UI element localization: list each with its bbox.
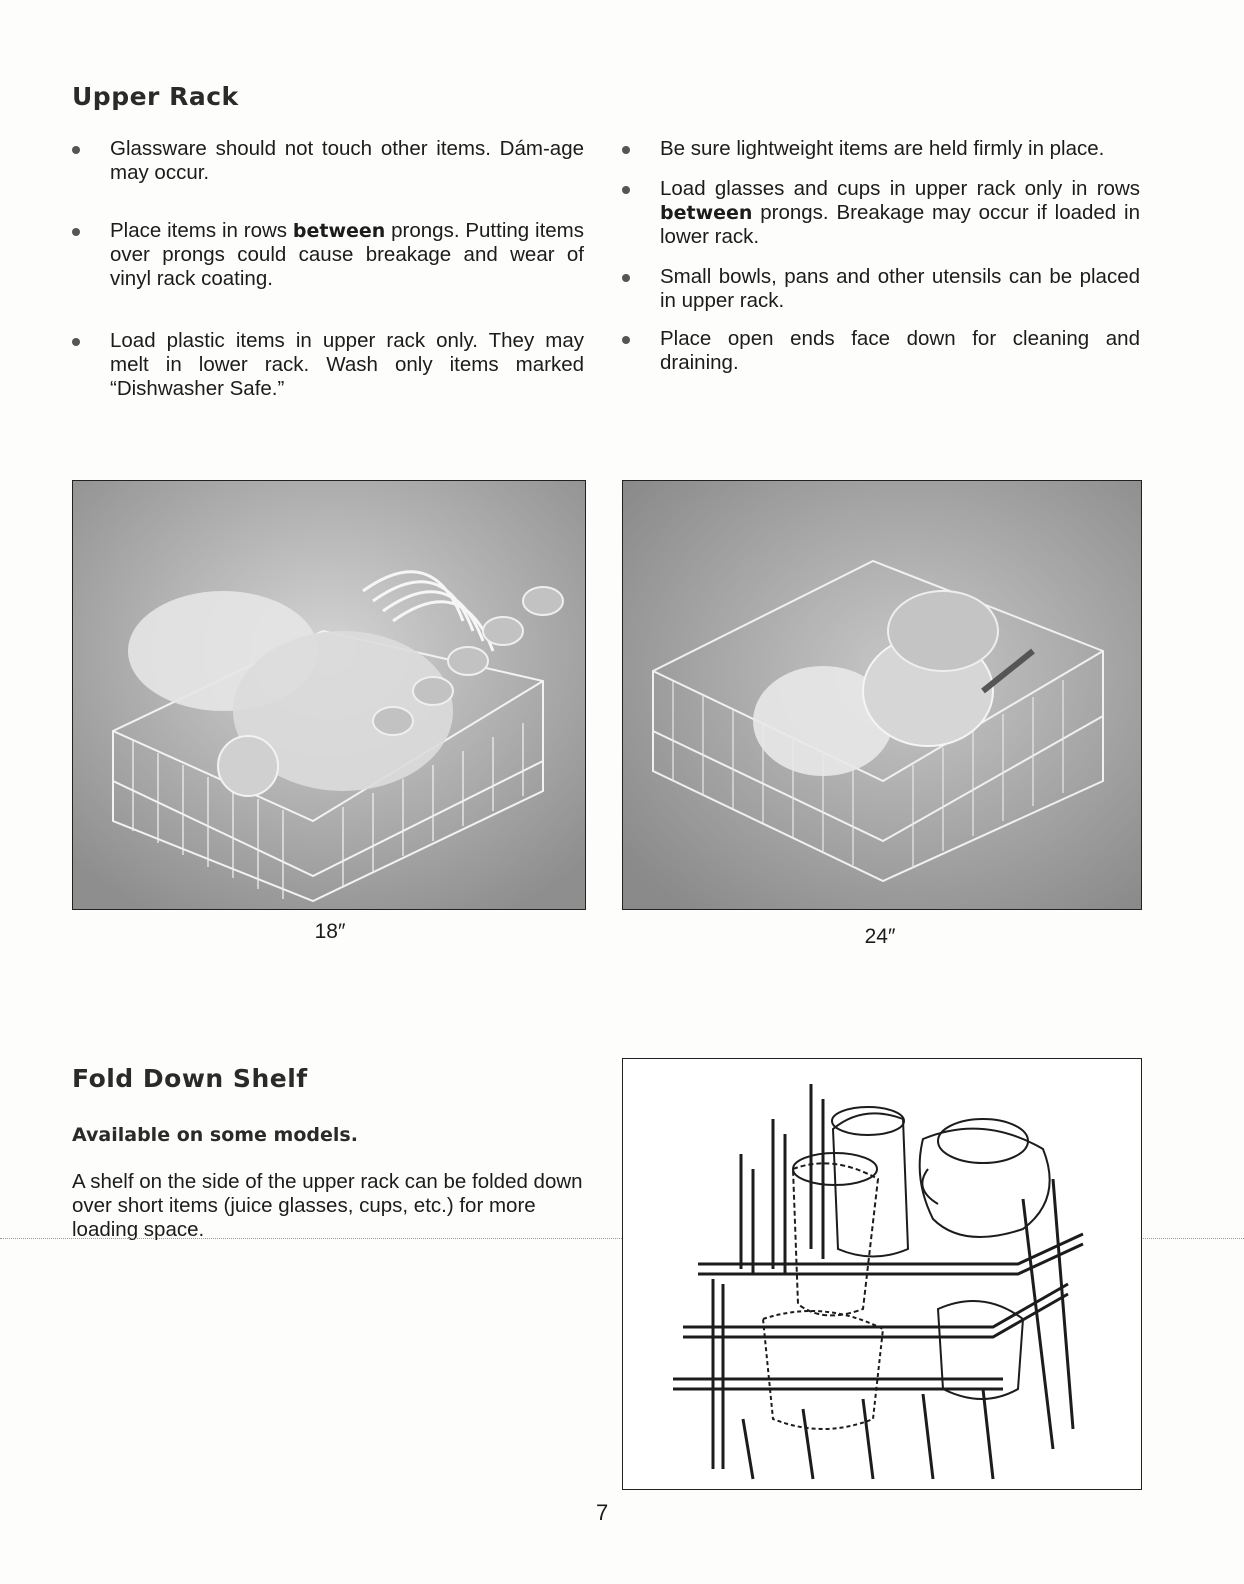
bullet-text: Load glasses and cups in upper rack only in rows between prongs. Breakage may occur if loaded in lower rack. xyxy=(660,177,1140,248)
bullet-dot-icon xyxy=(622,146,630,154)
list-item xyxy=(72,329,584,401)
bullet-text: Glassware should not touch other items. Dám-age may occur. xyxy=(110,137,584,184)
photo-24-inch-rack xyxy=(622,480,1142,910)
list-item xyxy=(622,265,1140,313)
bullet-dot-icon xyxy=(622,336,630,344)
list-item xyxy=(72,219,584,291)
rack-photo-18-image xyxy=(73,481,585,909)
bullet-text: Small bowls, pans and other utensils can be placed in upper rack. xyxy=(660,265,1140,312)
photo-18-inch-rack xyxy=(72,480,586,910)
fold-down-shelf-subtitle: Available on some models. xyxy=(72,1124,358,1146)
upper-rack-heading: Upper Rack xyxy=(72,82,239,111)
upper-rack-right-column xyxy=(622,137,1140,375)
fold-down-shelf-heading: Fold Down Shelf xyxy=(72,1064,308,1093)
list-item xyxy=(622,137,1140,161)
rack-photo-24-image xyxy=(623,481,1141,909)
bullet-text: Be sure lightweight items are held firmly in place. xyxy=(660,137,1105,160)
photo-caption-24: 24″ xyxy=(864,925,896,948)
photo-caption-18: 18″ xyxy=(314,920,346,943)
bullet-dot-icon xyxy=(622,274,630,282)
bullet-dot-icon xyxy=(72,146,80,154)
list-item xyxy=(622,327,1140,375)
bullet-text: Load plastic items in upper rack only. They may melt in lower rack. Wash only items marked “Dishwasher Safe.” xyxy=(110,329,584,400)
list-item xyxy=(72,137,584,185)
shelf-line-drawing xyxy=(623,1059,1141,1489)
page-number: 7 xyxy=(596,1500,609,1525)
fold-down-shelf-drawing xyxy=(622,1058,1142,1490)
fold-down-shelf-body: A shelf on the side of the upper rack can be folded down over short items (juice glasses, cups, etc.) for more loading space. xyxy=(72,1170,583,1241)
list-item xyxy=(622,177,1140,249)
bullet-text: Place items in rows between prongs. Putting items over prongs could cause breakage and wear of vinyl rack coating. xyxy=(110,219,585,290)
bullet-dot-icon xyxy=(72,338,80,346)
bullet-dot-icon xyxy=(622,186,630,194)
bullet-text: Place open ends face down for cleaning and draining. xyxy=(660,327,1140,374)
upper-rack-left-column xyxy=(72,137,584,401)
bullet-dot-icon xyxy=(72,228,80,236)
